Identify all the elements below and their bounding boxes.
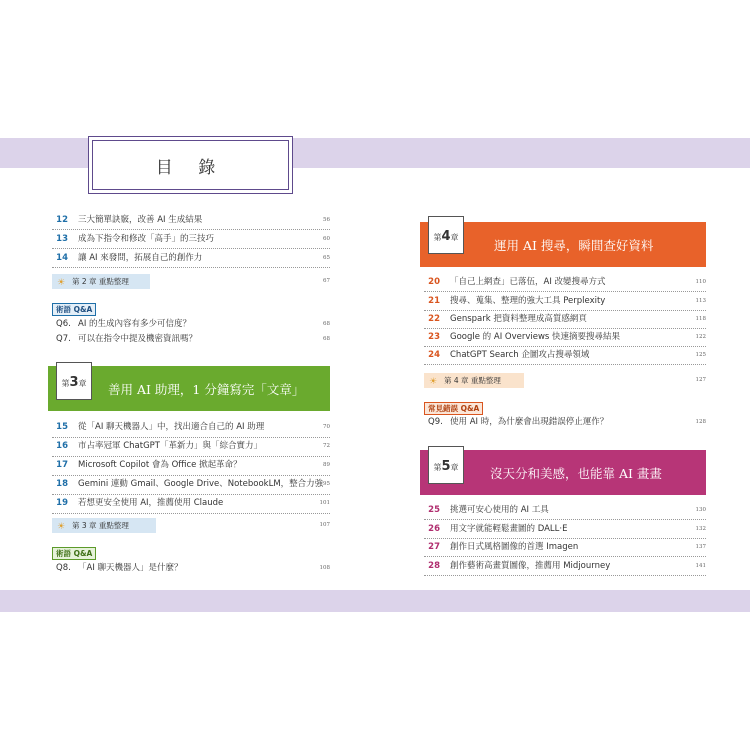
review-page-row: [424, 372, 706, 388]
entry-text: 三大簡單訣竅，改善 AI 生成結果: [78, 215, 203, 225]
qa-text: 使用 AI 時，為什麼會出現錯誤停止運作？: [450, 417, 609, 427]
chapter-badge: 第5章: [428, 446, 464, 484]
review-page-row: [52, 517, 330, 533]
toc-entry[interactable]: [52, 212, 330, 228]
divider: [52, 229, 330, 230]
chapter-number: 4: [441, 229, 451, 244]
toc-entry[interactable]: [424, 502, 706, 518]
qa-text: 「AI 聊天機器人」是什麼？: [78, 563, 183, 573]
qa-number: Q6.: [56, 319, 71, 329]
entry-page: 65: [323, 255, 330, 261]
qa-tag: 術語 Q&A: [52, 547, 96, 560]
entry-number: 12: [56, 215, 68, 225]
entry-page: 141: [695, 563, 706, 569]
entry-page: 68: [323, 336, 330, 342]
toc-title-box: [92, 140, 289, 190]
entry-page: 132: [695, 526, 706, 532]
divider: [424, 291, 706, 292]
entry-text: Gemini 連動 Gmail、Google Drive、NotebookLM，整合力強: [78, 479, 324, 489]
divider: [424, 556, 706, 557]
entry-number: 22: [428, 314, 440, 324]
entry-text: 市占率冠軍 ChatGPT「革新力」與「綜合實力」: [78, 441, 262, 451]
entry-page: 70: [323, 424, 330, 430]
entry-page: 128: [695, 419, 706, 425]
entry-text: 挑選可安心使用的 AI 工具: [450, 505, 549, 515]
entry-text: 成為下指令和修改「高手」的三技巧: [78, 234, 215, 244]
toc-entry[interactable]: [52, 476, 330, 492]
qa-number: Q9.: [428, 417, 443, 427]
chapter-3-banner[interactable]: [48, 366, 330, 411]
entry-page: 118: [695, 316, 706, 322]
entry-number: 13: [56, 234, 68, 244]
entry-text: 創作藝術高畫質圖像，推薦用 Midjourney: [450, 561, 611, 571]
entry-page: 125: [695, 352, 706, 358]
lightbulb-icon: ☀: [57, 278, 66, 288]
qa-entry[interactable]: [52, 316, 330, 332]
bottom-band: [0, 590, 750, 612]
entry-text: ChatGPT Search 企圖攻占搜尋領域: [450, 350, 590, 360]
entry-number: 28: [428, 561, 440, 571]
entry-page: 60: [323, 236, 330, 242]
entry-number: 25: [428, 505, 440, 515]
entry-number: 21: [428, 296, 440, 306]
toc-entry[interactable]: [52, 419, 330, 435]
review-label: 第 2 章 重點整理: [72, 277, 129, 286]
chapter-4-banner[interactable]: [420, 222, 706, 267]
toc-entry[interactable]: [424, 347, 706, 363]
toc-entry[interactable]: [424, 558, 706, 574]
chapter-title: 沒天分和美感，也能靠 AI 畫畫: [490, 466, 662, 481]
entry-number: 15: [56, 422, 68, 432]
entry-page: 130: [695, 507, 706, 513]
divider: [52, 248, 330, 249]
lightbulb-icon: ☀: [57, 522, 66, 532]
chapter-badge: 第4章: [428, 216, 464, 254]
review-label: 第 3 章 重點整理: [72, 521, 129, 530]
qa-entry[interactable]: [424, 414, 706, 430]
entry-page: 108: [319, 565, 330, 571]
divider: [52, 513, 330, 514]
toc-title: 目 錄: [155, 158, 226, 178]
toc-entry[interactable]: [52, 250, 330, 266]
entry-number: 19: [56, 498, 68, 508]
qa-entry[interactable]: [52, 560, 330, 576]
entry-text: 「自己上網查」已落伍，AI 改變搜尋方式: [450, 277, 606, 287]
chapter-5-banner[interactable]: [420, 450, 706, 495]
entry-page: 137: [695, 544, 706, 550]
toc-entry[interactable]: [52, 457, 330, 473]
entry-page: 122: [695, 334, 706, 340]
entry-page: 107: [319, 522, 330, 528]
entry-page: 89: [323, 462, 330, 468]
entry-number: 16: [56, 441, 68, 451]
divider: [424, 575, 706, 576]
qa-number: Q8.: [56, 563, 71, 573]
qa-entry[interactable]: [52, 331, 330, 347]
entry-page: 127: [695, 377, 706, 383]
entry-page: 95: [323, 481, 330, 487]
toc-entry[interactable]: [52, 495, 330, 511]
entry-number: 17: [56, 460, 68, 470]
entry-number: 23: [428, 332, 440, 342]
chapter-title: 善用 AI 助理，1 分鐘寫完「文章」: [108, 382, 305, 397]
entry-page: 72: [323, 443, 330, 449]
review-label: 第 4 章 重點整理: [444, 376, 501, 385]
entry-number: 14: [56, 253, 68, 263]
toc-entry[interactable]: [424, 329, 706, 345]
divider: [52, 267, 330, 268]
entry-text: Microsoft Copilot 會為 Office 掀起革命？: [78, 460, 242, 470]
entry-text: 用文字就能輕鬆畫圖的 DALL·E: [450, 524, 568, 534]
toc-entry[interactable]: [424, 311, 706, 327]
entry-page: 113: [695, 298, 706, 304]
lightbulb-icon: ☀: [429, 377, 438, 387]
entry-number: 27: [428, 542, 440, 552]
qa-tag: 術語 Q&A: [52, 303, 96, 316]
entry-page: 56: [323, 217, 330, 223]
divider: [424, 519, 706, 520]
toc-entry[interactable]: [52, 231, 330, 247]
qa-number: Q7.: [56, 334, 71, 344]
entry-text: 搜尋、蒐集、整理的強大工具 Perplexity: [450, 296, 606, 306]
chapter-badge: 第3章: [56, 362, 92, 400]
entry-page: 67: [323, 278, 330, 284]
chapter-number: 3: [69, 375, 79, 390]
chapter-number: 5: [441, 459, 451, 474]
entry-text: 從「AI 聊天機器人」中，找出適合自己的 AI 助理: [78, 422, 265, 432]
entry-number: 18: [56, 479, 68, 489]
entry-text: Genspark 把資料整理成高質感網頁: [450, 314, 587, 324]
toc-entry[interactable]: [52, 438, 330, 454]
qa-text: AI 的生成內容有多少可信度？: [78, 319, 192, 329]
entry-text: 創作日式風格圖像的首選 Imagen: [450, 542, 579, 552]
entry-page: 110: [695, 279, 706, 285]
entry-text: 讓 AI 來發問，拓展自己的創作力: [78, 253, 203, 263]
entry-page: 101: [319, 500, 330, 506]
entry-number: 26: [428, 524, 440, 534]
entry-number: 24: [428, 350, 440, 360]
qa-text: 可以在指令中提及機密資訊嗎？: [78, 334, 198, 344]
toc-entry[interactable]: [424, 521, 706, 537]
entry-text: 若想更安全使用 AI，推薦使用 Claude: [78, 498, 224, 508]
toc-entry[interactable]: [424, 539, 706, 555]
chapter-title: 運用 AI 搜尋，瞬間查好資料: [494, 238, 654, 253]
toc-entry[interactable]: [424, 274, 706, 290]
qa-tag: 常見錯誤 Q&A: [424, 402, 483, 415]
review-page-row: [52, 273, 330, 289]
entry-text: Google 的 AI Overviews 快速摘要搜尋結果: [450, 332, 621, 342]
divider: [424, 364, 706, 365]
entry-page: 68: [323, 321, 330, 327]
toc-entry[interactable]: [424, 293, 706, 309]
entry-number: 20: [428, 277, 440, 287]
